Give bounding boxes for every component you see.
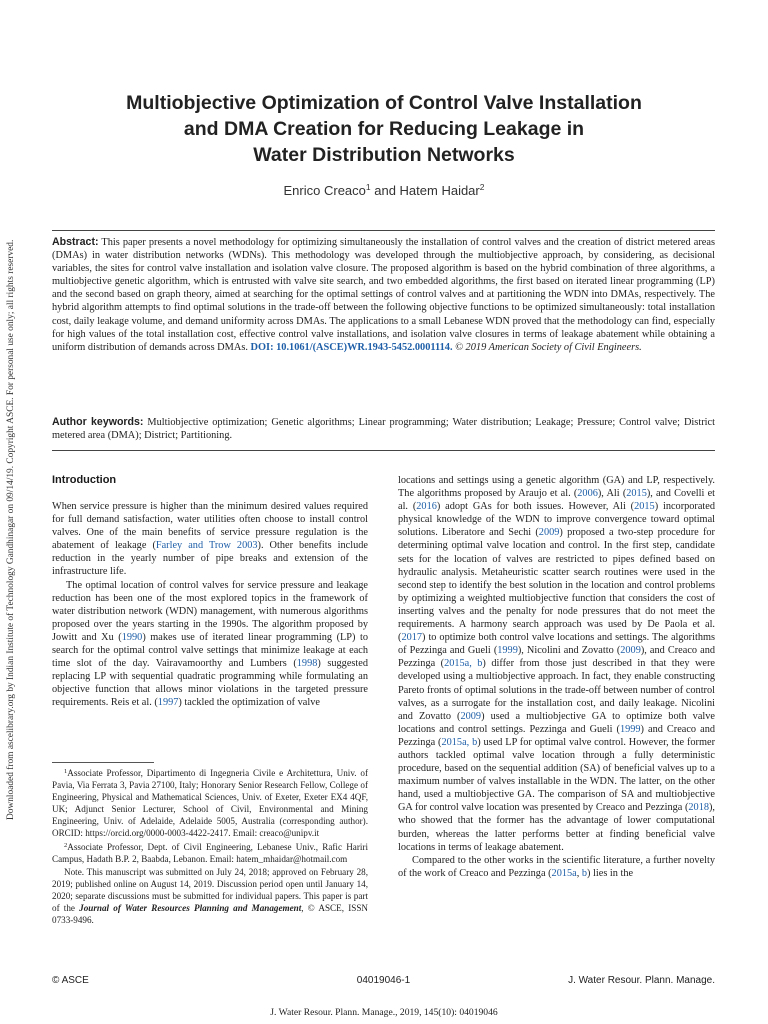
text-run: ), and Covelli et al. ( [398,488,716,513]
paragraph [398,854,715,880]
citation-line: J. Water Resour. Plann. Manage., 2019, 145(10): 04019046 [270,1007,498,1018]
copyright-notice: © 2019 American Society of Civil Engineers. [452,341,642,353]
citation-link[interactable]: 2009 [460,710,482,722]
left-column [52,500,368,710]
citation-link[interactable]: 2009 [538,527,560,539]
journal-name: Journal of Water Resources Planning and Management [79,903,302,913]
paper-title [40,90,728,168]
paragraph [398,474,715,854]
text-run: ) and Creaco and Pezzinga ( [398,723,715,748]
text-run: ) makes use of iterated linear programming (LP) to search for the optimal control valve settings that minimize leakage at each time slot of the day. Vairavamoorthy and Lumbers ( [52,631,369,670]
author-1: Enrico Creaco [283,183,366,198]
author-1-affiliation: 1 [365,182,371,192]
text-run: ), who showed that the former has the advantage of lower computational burden, whereas the latter performs better at finding beneficial valve locations in terms of leakage abatement. [398,802,715,853]
citation-link[interactable]: 1990 [121,631,143,643]
paragraph [52,500,368,579]
citation-link[interactable]: 2015a, b [444,658,483,670]
text-run: The optimal location of control valves for service pressure and leakage reduction has been one of the most explored topics in the framework of water distribution network (WDN) management, with numerous algorithms proposed over the years starting in the 1990s. The algorithm proposed by Jowitt and Xu ( [52,579,368,643]
page-footer [52,975,715,988]
text-run: ) proposed a two-step procedure for determining optimal valve location and control. In the first step, candidate sets for the location of valves are restricted to pipes defined based on hydraulic analysis. Metaheuristic scatter search routines were used in the second step to identify the best solution in the location and control problems by optimizing a weighted multiobjective function that considers the cost of inserting valves and the penalty for node pressures that do not meet the requirements. A harmony search approach was used by De Paola et al. ( [398,527,715,644]
text-run: ). Other benefits include reduction in the yearly number of pipe breaks and extension of the infrastructure life. [52,540,368,578]
text-run: ), Ali ( [597,488,627,500]
citation-link[interactable]: 1998 [296,658,318,670]
abstract-text: This paper presents a novel methodology for optimizing simultaneously the installation of control valves and the creation of district metered areas (DMAs) in water distribution networks (WDNs). This methodology was developed through the multiobjective approach, by considering, as decisional variables, the sites for control valve installation and isolation valve closure. The proposed algorithm is based on the hybrid combination of three algorithms, a multiobjective genetic algorithm, which is entrusted with valve site search, and two embedded algorithms, the first based on iterated linear programming (LP) and the second based on graph theory, aimed at searching for the optimal settings of control valves and at partitioning the WDN into DMAs, respectively. The hybrid algorithm attempts to find optimal solutions in the trade-off between the following objective functions to be optimized simultaneously: total installation cost, daily leakage volume, and demand uniformity across DMAs. The applications to a small Lebanese WDN proved that the methodology can find, especially for high values of the total installation cost, effective control valve installations, and isolation valve closures in terms of leakage abatement while obtaining a uniform distribution of demands across DMAs. [52,237,715,353]
keywords-text: Multiobjective optimization; Genetic algorithms; Linear programming; Water distribution; Leakage; Pressure; Control valve; District metered area (DMA); District; Partitioning. [52,417,715,442]
author-conjunction: and [370,183,400,198]
text-run: Compared to the other works in the scientific literature, a further novelty of the work of Creaco and Pezzinga ( [398,854,715,879]
citation-link[interactable]: 2015 [634,501,655,513]
footer-publisher: © ASCE [52,975,89,986]
text-run: ) to optimize both control valve locations and settings. The algorithms of Pezzinga and Gueli ( [398,632,715,657]
text-run: ), Nicolini and Zovatto ( [517,645,621,657]
text-run: ) differ from those just described in that they were developed using a multiobjective approach. In fact, they enable constructing Pareto fronts of optimal solutions in the trade-off between number of control valves, as a surrogate for the installation cost, and daily leakage. Nicolini and Zovatto ( [398,658,715,722]
text-run: ) lies in the [587,867,634,879]
title-line-1: Multiobjective Optimization of Control Valve Installation [126,92,642,114]
citation-link[interactable]: b [581,867,588,879]
text-run: ) used LP for optimal valve control. However, the former authors tackled optimal valve location through a fully deterministic procedure, based on the sequential addition (SA) of beneficial valves up to a maximum number of valves installable in the WDN. The latter, on the other hand, used a multiobjective GA. The comparison of SA and multiobjective GA for control valve location was presented by Creaco and Pezzinga ( [398,736,715,814]
author-2-affiliation: 2 [479,182,485,192]
text-run: When service pressure is higher than the minimum desired values required for full demand satisfaction, water utilities often choose to install control valves. One of the main benefits of service pressure regulation is the abatement of leakage ( [52,501,368,552]
note-text: Note. This manuscript was submitted on July 24, 2018; approved on February 28, 2019; published online on August 14, 2019. Discussion period open until January 14, 2020; separate discussions must be submitted for individual papers. This paper is part of the [52,867,368,913]
section-heading-introduction: Introduction [52,474,117,486]
abstract-top-rule [52,230,715,231]
keywords-label: Author keywords: [52,416,144,428]
citation-link[interactable]: 2015 [626,488,647,500]
text-run: ), and Creaco and Pezzinga ( [398,645,715,670]
citation-link[interactable]: 2006 [577,488,598,500]
title-line-3: Water Distribution Networks [253,144,515,166]
text-run: ) used a multiobjective GA to optimize both valve locations and control settings. Pezzinga and Gueli ( [398,710,715,735]
submission-note [52,866,368,926]
text-run: ) suggested replacing LP with sequential quadratic programming while formulating an objective function that allows minor violations in the targeted pressure requirements. Reis et al. ( [52,658,368,709]
footnotes [52,766,368,927]
paragraph [52,579,368,710]
download-watermark: Downloaded from ascelibrary.org by Indian Institute of Technology Gandhinagar on 09/14/19. Copyright ASCE. For personal use only; all rights reserved. [6,239,16,820]
citation-link[interactable]: 2016 [416,501,437,513]
footnote-marker: 1 [64,768,68,775]
citation-link[interactable]: 2015a [551,867,577,879]
text-run: ) adopt GAs for both issues. However, Ali ( [436,501,635,513]
citation-link[interactable]: 1999 [619,723,641,735]
abstract-label: Abstract: [52,236,99,248]
footnote-rule [52,762,154,763]
author-2: Hatem Haidar [399,183,480,198]
abstract [52,236,715,354]
citation-link[interactable]: 2015a, b [441,736,478,748]
text-run: ) tackled the optimization of valve [178,697,320,709]
citation-link[interactable]: 2017 [401,632,423,644]
doi-link[interactable]: DOI: 10.1061/(ASCE)WR.1943-5452.0001114. [250,341,453,353]
text-run: ) incorporated physical knowledge of the WDN to improve convergence toward optimal solutions. Liberatore and Sechi ( [398,501,715,539]
citation-link[interactable]: 2009 [620,645,641,657]
text-run: , [576,867,582,879]
footnote-marker: 2 [64,842,68,849]
citation-link[interactable]: 2018 [688,802,709,814]
footnote-text: Associate Professor, Dipartimento di Ingegneria Civile e Architettura, Univ. of Pavia, Via Ferrata 3, Pavia 27100, Italy; Honorary Senior Research Fellow, College of Engineering, Physical and Mathematical Sciences, Univ. of Exeter, Exeter EX4 4QF, UK; Adjunct Senior Lecturer, School of Civil, Environmental and Mining Engineering, Univ. of Adelaide, Adelaide 5005, Australia (corresponding author). ORCID: https://orcid.org/0000-0003-4422-2417. Email: creaco@unipv.it [52,768,368,838]
footer-page-id: 04019046-1 [356,975,411,986]
title-line-2: and DMA Creation for Reducing Leakage in [183,118,585,140]
footnote-2 [52,840,368,865]
citation-link[interactable]: 1999 [497,645,518,657]
citation-link[interactable]: 1997 [157,697,179,709]
right-column [398,474,715,880]
author-list [40,182,728,198]
footnote-text: Associate Professor, Dept. of Civil Engineering, Lebanese Univ., Rafic Hariri Campus, Hadath B.P. 2, Baabda, Lebanon. Email: hatem_mhaidar@hotmail.com [52,842,368,864]
text-run: locations and settings using a genetic algorithm (GA) and LP, respectively. The algorithms proposed by Araujo et al. ( [398,475,715,500]
keywords-bottom-rule [52,450,715,451]
citation-link[interactable]: Farley and Trow 2003 [155,540,258,552]
footnote-1 [52,766,368,839]
note-text: , © ASCE, ISSN 0733-9496. [52,903,368,925]
author-keywords [52,416,715,443]
footer-journal: J. Water Resour. Plann. Manage. [568,975,715,986]
